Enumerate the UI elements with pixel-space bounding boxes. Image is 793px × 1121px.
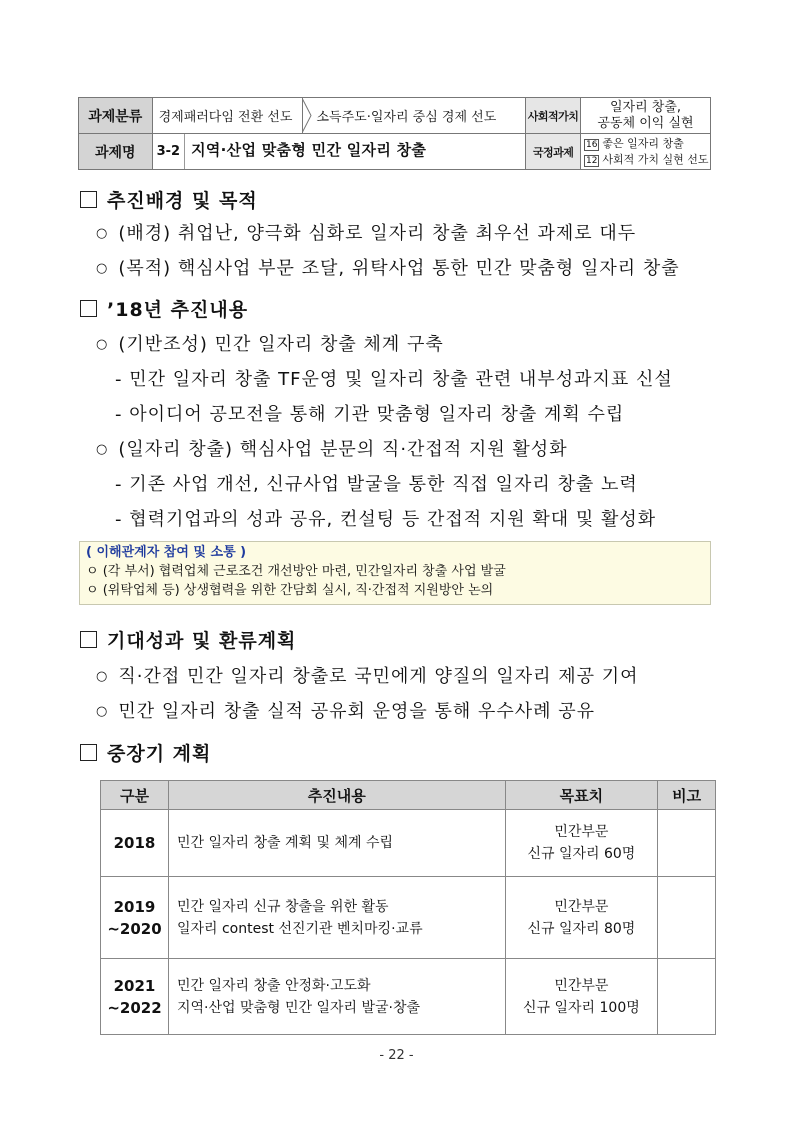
stakeholder-title: ( 이해관계자 참여 및 소통 ) xyxy=(86,545,247,560)
gov-task-2: 12 사회적 가치 실현 선도 xyxy=(585,152,709,166)
gov-task-1: 16 좋은 일자리 창출 xyxy=(585,136,684,150)
row-year: 2018 xyxy=(101,810,169,877)
chevron-right-icon xyxy=(302,98,312,133)
row-content: 민간 일자리 창출 안정화·고도화 지역·산업 맞춤형 민간 일자리 발굴·창출 xyxy=(168,959,505,1035)
gov-task-label: 국정과제 xyxy=(526,134,581,170)
category-label: 과제분류 xyxy=(79,98,153,134)
category-2-cell xyxy=(302,98,526,134)
long-term-plan-table xyxy=(100,780,716,1035)
section-title-2018-plan: ’18년 추진내용 xyxy=(80,295,248,322)
section-title-expected-results: 기대성과 및 환류계획 xyxy=(80,626,296,653)
purpose-item: ○ (목적) 핵심사업 부문 조달, 위탁사업 통한 민간 맞춤형 일자리 창출 xyxy=(96,258,680,279)
section-title-background: 추진배경 및 목적 xyxy=(80,186,258,213)
page-number: - 22 - xyxy=(379,1048,414,1063)
row-note xyxy=(658,877,716,959)
category-2: 소득주도·일자리 중심 경제 선도 xyxy=(316,110,497,125)
col-header-category: 구분 xyxy=(101,781,169,810)
job-creation-sub-2: - 협력기업과의 성과 공유, 컨설팅 등 간접적 지원 확대 및 활성화 xyxy=(115,509,657,530)
row-note xyxy=(658,959,716,1035)
row-content: 민간 일자리 신규 창출을 위한 활동 일자리 contest 선진기관 벤치마킹·교류 xyxy=(168,877,505,959)
section-title-long-term-plan: 중장기 계획 xyxy=(80,739,211,766)
foundation-item: ○ (기반조성) 민간 일자리 창출 체계 구축 xyxy=(96,334,444,355)
checkbox-icon xyxy=(80,631,97,648)
job-creation-item: ○ (일자리 창출) 핵심사업 분문의 직·간접적 지원 활성화 xyxy=(96,439,568,460)
gov-task-cell xyxy=(580,134,710,170)
stakeholder-line-2: ㅇ (위탁업체 등) 상생협력을 위한 간담회 실시, 직·간접적 지원방안 논의 xyxy=(86,583,494,598)
col-header-content: 추진내용 xyxy=(168,781,505,810)
result-item-1: ○ 직·간접 민간 일자리 창출로 국민에게 양질의 일자리 제공 기여 xyxy=(96,666,639,687)
row-year: 2021 ~2022 xyxy=(101,959,169,1035)
foundation-sub-1: - 민간 일자리 창출 TF운영 및 일자리 창출 관련 내부성과지표 신설 xyxy=(115,369,673,390)
checkbox-icon xyxy=(80,744,97,761)
social-value xyxy=(580,98,710,134)
row-target: 민간부문 신규 일자리 80명 xyxy=(505,877,658,959)
table-header-row xyxy=(101,781,716,810)
row-note xyxy=(658,810,716,877)
category-1: 경제패러다임 전환 선도 xyxy=(152,98,302,134)
row-year: 2019 ~2020 xyxy=(101,877,169,959)
foundation-sub-2: - 아이디어 공모전을 통해 기관 맞춤형 일자리 창출 계획 수립 xyxy=(115,404,625,425)
table-row xyxy=(101,959,716,1035)
task-name-cell xyxy=(152,134,526,170)
job-creation-sub-1: - 기존 사업 개선, 신규사업 발굴을 통한 직접 일자리 창출 노력 xyxy=(115,474,638,495)
stakeholder-box xyxy=(79,541,711,605)
col-header-target: 목표치 xyxy=(505,781,658,810)
checkbox-icon xyxy=(80,191,97,208)
table-row xyxy=(101,810,716,877)
stakeholder-line-1: ㅇ (각 부서) 협력업체 근로조건 개선방안 마련, 민간일자리 창출 사업 발굴 xyxy=(86,564,506,579)
result-item-2: ○ 민간 일자리 창출 실적 공유회 운영을 통해 우수사례 공유 xyxy=(96,701,596,722)
social-value-line1: 일자리 창출, xyxy=(609,99,682,115)
background-item: ○ (배경) 취업난, 양극화 심화로 일자리 창출 최우선 과제로 대두 xyxy=(96,223,637,244)
table-row xyxy=(101,877,716,959)
row-target: 민간부문 신규 일자리 100명 xyxy=(505,959,658,1035)
task-label: 과제명 xyxy=(79,134,153,170)
col-header-note: 비고 xyxy=(658,781,716,810)
social-value-label: 사회적가치 xyxy=(526,98,581,134)
row-target: 민간부문 신규 일자리 60명 xyxy=(505,810,658,877)
checkbox-icon xyxy=(80,300,97,317)
row-content: 민간 일자리 창출 계획 및 체계 수립 xyxy=(168,810,505,877)
task-number: 3-2 xyxy=(153,134,186,169)
social-value-line2: 공동체 이익 실현 xyxy=(597,115,694,131)
task-header-table xyxy=(78,97,711,170)
task-title: 지역·산업 맞춤형 민간 일자리 창출 xyxy=(191,141,427,159)
